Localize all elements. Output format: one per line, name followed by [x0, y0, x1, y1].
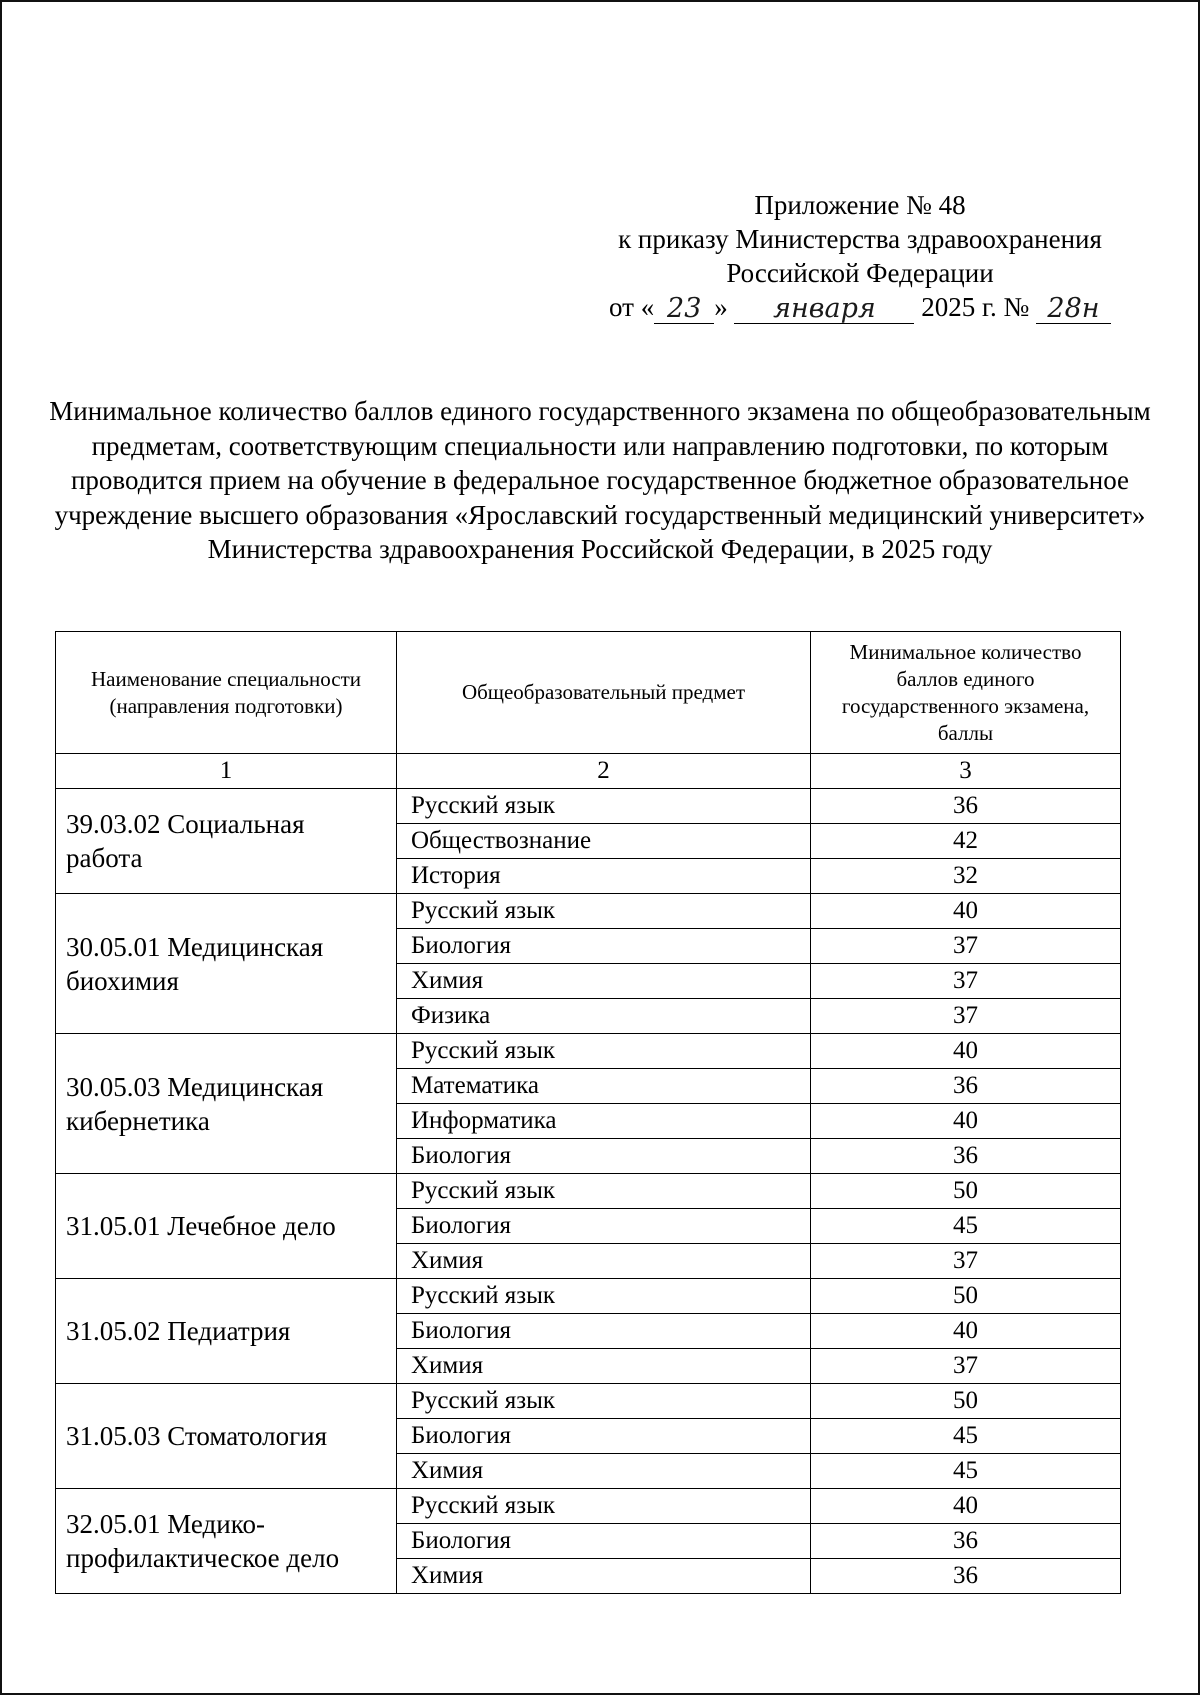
- score-cell: 36: [811, 1559, 1121, 1594]
- subject-cell: Русский язык: [397, 1034, 811, 1069]
- appendix-header: [560, 188, 1160, 324]
- subject-cell: Химия: [397, 1349, 811, 1384]
- score-cell: 45: [811, 1419, 1121, 1454]
- score-cell: 40: [811, 1034, 1121, 1069]
- subject-cell: Русский язык: [397, 1489, 811, 1524]
- subject-cell: Биология: [397, 929, 811, 964]
- score-cell: 36: [811, 789, 1121, 824]
- order-reference: к приказу Министерства здравоохранения: [618, 224, 1102, 254]
- date-year: 2025 г. №: [921, 292, 1030, 322]
- subject-cell: Химия: [397, 1244, 811, 1279]
- score-cell: 50: [811, 1174, 1121, 1209]
- specialty-name: 31.05.02 Педиатрия: [56, 1279, 397, 1384]
- specialty-name: 32.05.01 Медико-профилактическое дело: [56, 1489, 397, 1594]
- specialty-name: 30.05.03 Медицинская кибернетика: [56, 1034, 397, 1174]
- table-row: [56, 789, 1121, 824]
- score-cell: 36: [811, 1069, 1121, 1104]
- subject-cell: Физика: [397, 999, 811, 1034]
- column-number: 3: [811, 754, 1121, 789]
- handwritten-month: января: [734, 295, 914, 324]
- subject-cell: Биология: [397, 1314, 811, 1349]
- table-row: [56, 1279, 1121, 1314]
- specialty-name: 39.03.02 Социальная работа: [56, 789, 397, 894]
- appendix-number: Приложение № 48: [754, 190, 966, 220]
- score-cell: 50: [811, 1279, 1121, 1314]
- subject-cell: Химия: [397, 1454, 811, 1489]
- date-prefix: от «: [609, 292, 655, 322]
- handwritten-order-number: 28н: [1036, 295, 1111, 324]
- subject-cell: Биология: [397, 1209, 811, 1244]
- subject-cell: Биология: [397, 1524, 811, 1559]
- subject-cell: Русский язык: [397, 1384, 811, 1419]
- score-cell: 50: [811, 1384, 1121, 1419]
- subject-cell: История: [397, 859, 811, 894]
- specialty-name: 31.05.01 Лечебное дело: [56, 1174, 397, 1279]
- column-number: 1: [56, 754, 397, 789]
- score-cell: 45: [811, 1454, 1121, 1489]
- specialty-name: 30.05.01 Медицинская биохимия: [56, 894, 397, 1034]
- score-cell: 37: [811, 929, 1121, 964]
- subject-cell: Русский язык: [397, 789, 811, 824]
- score-cell: 40: [811, 1314, 1121, 1349]
- subject-cell: Обществознание: [397, 824, 811, 859]
- document-title: Минимальное количество баллов единого государственного экзамена по общеобразовательным предметам, соответствующим специальности или направлению подготовки, по которым проводится прием на обучение в федеральное государственное бюджетное образовательное учреждение высшего образования «Ярославский государственный медицинский университет» Министерства здравоохранения Российской Федерации, в 2025 году: [49, 396, 1151, 564]
- subject-cell: Информатика: [397, 1104, 811, 1139]
- ministry-country: Российской Федерации: [726, 258, 994, 288]
- score-cell: 40: [811, 894, 1121, 929]
- table-row: [56, 1034, 1121, 1069]
- column-number: 2: [397, 754, 811, 789]
- score-cell: 40: [811, 1489, 1121, 1524]
- table-body: [56, 789, 1121, 1594]
- specialty-name: 31.05.03 Стоматология: [56, 1384, 397, 1489]
- subject-cell: Химия: [397, 1559, 811, 1594]
- score-cell: 37: [811, 999, 1121, 1034]
- score-cell: 37: [811, 1244, 1121, 1279]
- table-row: [56, 1384, 1121, 1419]
- subject-cell: Русский язык: [397, 1174, 811, 1209]
- subject-cell: Биология: [397, 1139, 811, 1174]
- subject-cell: Русский язык: [397, 1279, 811, 1314]
- table-row: [56, 1489, 1121, 1524]
- score-cell: 36: [811, 1524, 1121, 1559]
- score-cell: 36: [811, 1139, 1121, 1174]
- score-cell: 45: [811, 1209, 1121, 1244]
- order-date-line: [609, 290, 1111, 324]
- subject-cell: Русский язык: [397, 894, 811, 929]
- subject-cell: Математика: [397, 1069, 811, 1104]
- min-scores-table: [55, 631, 1121, 1594]
- header-specialty: Наименование специальности (направления подготовки): [56, 632, 397, 754]
- subject-cell: Биология: [397, 1419, 811, 1454]
- score-cell: 32: [811, 859, 1121, 894]
- handwritten-day: 23: [654, 295, 714, 324]
- date-quote-close: »: [714, 292, 728, 322]
- table-row: [56, 894, 1121, 929]
- header-min-score: Минимальное количество баллов единого государственного экзамена, баллы: [811, 632, 1121, 754]
- score-cell: 42: [811, 824, 1121, 859]
- header-subject: Общеобразовательный предмет: [397, 632, 811, 754]
- score-cell: 37: [811, 1349, 1121, 1384]
- score-cell: 37: [811, 964, 1121, 999]
- table-row: [56, 1174, 1121, 1209]
- score-cell: 40: [811, 1104, 1121, 1139]
- column-number-row: [56, 754, 1121, 789]
- subject-cell: Химия: [397, 964, 811, 999]
- table-header-row: [56, 632, 1121, 754]
